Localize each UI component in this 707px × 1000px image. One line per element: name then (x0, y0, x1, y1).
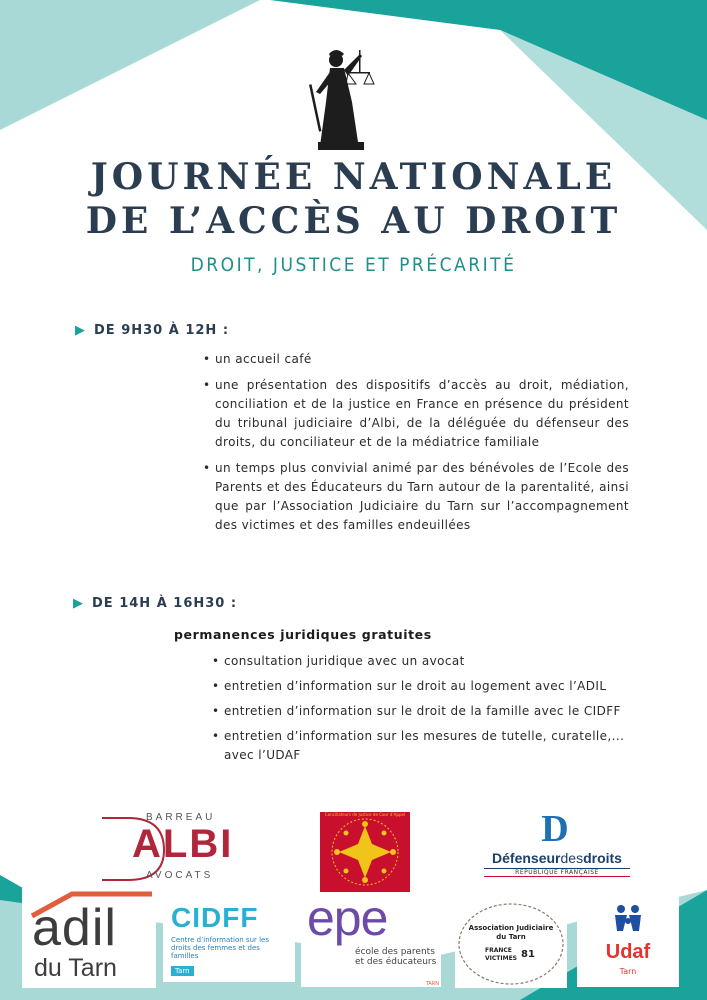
adil-sub-text: du Tarn (34, 954, 117, 982)
udaf-people-icon (577, 901, 679, 941)
epe-desc-text: école des parents et des éducateurs (355, 947, 437, 967)
cidff-desc-text: Centre d’information sur les droits des femmes et des familles (171, 936, 270, 960)
list-item: • un temps plus convivial animé par des bénévoles de l’Ecole des Parents et des Éducateurs du Tarn autour de la parentalité, ainsi que par l’Association Judiciaire du Tarn sur l’accompagnement des victimes et des familles endeuillées (203, 459, 629, 535)
defenseur-part-b: des (560, 850, 584, 866)
list-item: • une présentation des dispositifs d’accès au droit, médiation, conciliation et de la justice en France en présence du président du tribunal judiciaire d’Albi, de la déléguée du défenseur des droits, du conciliateur et de la médiatrice familiale (203, 376, 629, 452)
defenseur-sub-text: RÉPUBLIQUE FRANÇAISE (484, 868, 630, 877)
title-line-1: JOURNÉE NATIONALE (90, 156, 617, 198)
d-mark-icon: D (541, 808, 569, 850)
cidff-badge: Tarn (171, 966, 194, 976)
defenseur-part-a: Défenseur (492, 850, 561, 866)
afternoon-subheading: permanences juridiques gratuites (174, 627, 432, 642)
afternoon-heading (73, 596, 237, 611)
defenseur-main-text (484, 850, 630, 866)
list-item: • entretien d’information sur le droit au logement avec l’ADIL (212, 677, 652, 696)
list-item: • consultation juridique avec un avocat (212, 652, 652, 671)
conciliateurs-ring-text: Conciliateurs de Justice de Cour d’Appel (324, 812, 406, 817)
barreau-main-text: ALBI (132, 822, 234, 866)
list-item: • entretien d’information sur les mesures de tutelle, curatelle,... avec l’UDAF (212, 727, 652, 765)
morning-list (203, 350, 629, 542)
ajt-line1: Association Judiciaire (468, 924, 554, 932)
cidff-main-text: CIDFF (171, 902, 259, 933)
adil-logo (22, 888, 156, 988)
adil-main-text: adil (32, 899, 117, 957)
title-line-2: DE L’ACCÈS AU DROIT (85, 200, 622, 242)
morning-heading (75, 323, 229, 338)
ajt-fv2: VICTIMES (485, 955, 517, 962)
triangle-right-icon: ▶ (75, 323, 86, 338)
list-item: • entretien d’information sur le droit de la famille avec le CIDFF (212, 702, 652, 721)
udaf-sub-text: Tarn (619, 967, 637, 976)
udaf-logo (577, 897, 679, 987)
association-judiciaire-logo (455, 900, 567, 988)
lady-justice-icon (300, 42, 375, 152)
triangle-right-icon: ▶ (73, 596, 84, 611)
udaf-main-text: Udaf (605, 941, 651, 963)
afternoon-list (212, 652, 652, 771)
epe-main-text: epe (307, 890, 388, 946)
ajt-num: 81 (521, 949, 535, 960)
barreau-top-text: BARREAU (146, 812, 216, 823)
ajt-fv1: FRANCE (485, 947, 512, 954)
defenseur-part-c: droits (583, 850, 622, 866)
cidff-logo (163, 900, 295, 982)
epe-logo (301, 890, 441, 987)
barreau-albi-logo (98, 812, 238, 884)
barreau-bottom-text: AVOCATS (146, 870, 214, 881)
subtitle: DROIT, JUSTICE ET PRÉCARITÉ (190, 254, 517, 276)
conciliateurs-logo (320, 812, 410, 892)
list-item: • un accueil café (203, 350, 629, 369)
afternoon-heading-text: DE 14H À 16H30 : (92, 596, 238, 611)
epe-small-text: TARN (425, 981, 439, 987)
ajt-line2: du Tarn (496, 933, 526, 941)
morning-heading-text: DE 9H30 À 12H : (94, 323, 230, 338)
defenseur-des-droits-logo (484, 808, 630, 878)
